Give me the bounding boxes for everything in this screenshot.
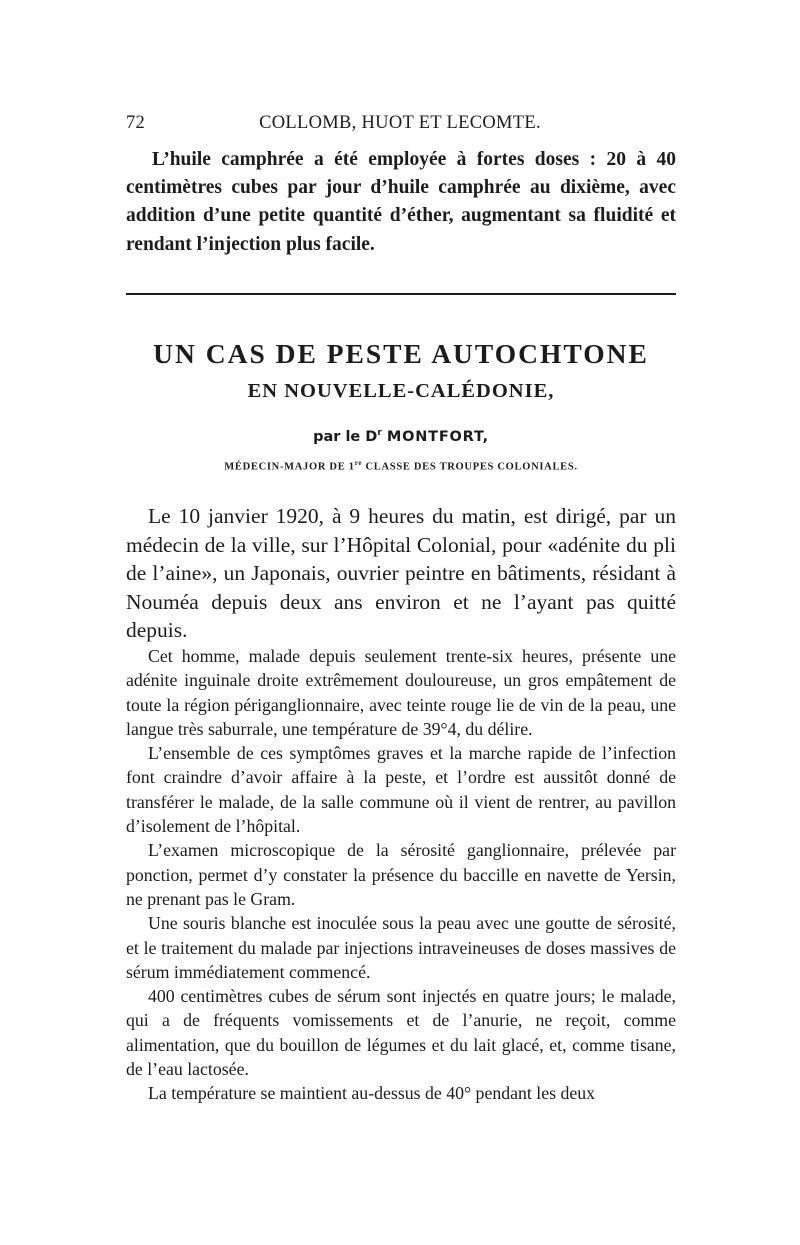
author-name: MONTFORT, [386,428,489,445]
author-affiliation [126,459,676,473]
intro-text [126,146,676,259]
article-title: UN CAS DE PESTE AUTOCHTONE [153,338,649,369]
section-divider [126,293,676,295]
body-paragraph: Cet homme, malade depuis seulement trente-six heures, présente une adénite inguinale droite extrêmement douloureuse, un gros empâtement de toute la région périganglionnaire, avec teinte rouge lie de vin de la peau, une langue très saburrale, une température de 39°4, du délire. [126,646,676,739]
article-author [126,428,676,445]
affiliation-after: CLASSE DES TROUPES COLONIALES. [362,461,578,473]
page-header [126,113,674,137]
body-paragraph: Une souris blanche est inoculée sous la peau avec une goutte de sérosité, et le traitement du malade par injections intraveineuses de doses massives de sérum immédiatement commencé. [126,913,676,982]
author-prefix: par le D [313,428,378,445]
intro-paragraph: L’huile camphrée a été employée à fortes doses : 20 à 40 centimètres cubes par jour d’huile camphrée au dixième, avec addition d’une petite quantité d’éther, augmentant sa fluidité et rendant l’injection plus facile. [126,149,676,255]
affiliation-sup: re [354,459,363,467]
article-subtitle: EN NOUVELLE-CALÉDONIE, [247,380,555,402]
author-prefix-sup: r [377,428,382,438]
page-number: 72 [126,113,146,133]
body-paragraph: L’examen microscopique de la sérosité ganglionnaire, prélevée par ponction, permet d’y constater la présence du baccille en navette de Yersin, ne prenant pas le Gram. [126,840,676,909]
body-paragraph: La température se maintient au-dessus de 40° pendant les deux [148,1083,596,1104]
body-paragraph: L’ensemble de ces symptômes graves et la marche rapide de l’infection font craindre d’avoir affaire à la peste, et l’ordre est aussitôt donné de transférer le malade, de la salle commune où il vient de rentrer, au pavillon d’isolement de l’hôpital. [126,743,676,837]
affiliation-before: MÉDECIN-MAJOR DE 1 [224,461,355,473]
lead-text [126,502,676,645]
lead-paragraph: Le 10 janvier 1920, à 9 heures du matin, est dirigé, par un médecin de la ville, sur l’Hôpital Colonial, pour «adénite du pli de l’aine», un Japonais, ouvrier peintre en bâtiments, résidant à Nouméa depuis deux ans environ et ne l’ayant pas quitté depuis. [126,504,676,642]
body-text [126,644,676,1106]
running-head: COLLOMB, HUOT ET LECOMTE. [259,113,541,133]
body-paragraph: 400 centimètres cubes de sérum sont injectés en quatre jours; le malade, qui a de fréquents vomissements et de l’anurie, ne reçoit, comme alimentation, que du bouillon de légumes et du lait glacé, et, comme tisane, de l’eau lactosée. [126,986,676,1080]
